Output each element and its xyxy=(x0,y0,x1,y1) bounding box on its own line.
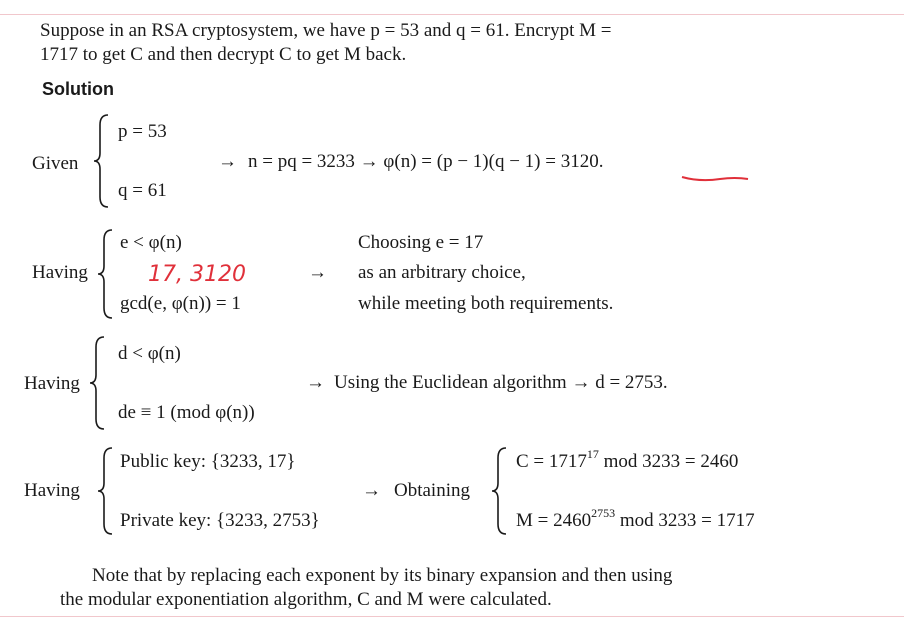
left-brace xyxy=(96,446,114,536)
having-keys-text: Obtaining xyxy=(394,480,470,501)
given-result-value: 3120. xyxy=(560,151,604,172)
cipher-base: C = 1717 xyxy=(516,451,587,472)
public-key: Public key: {3233, 17} xyxy=(120,451,296,472)
having-e-cond-1: e < φ(n) xyxy=(120,232,182,253)
plain-mod: mod 3233 = 1717 xyxy=(615,510,755,531)
solution-heading: Solution xyxy=(42,79,114,99)
given-result-text: n = pq = 3233 → φ(n) = (p − 1)(q − 1) = xyxy=(248,151,561,172)
having-e-arrow: → xyxy=(308,262,327,283)
problem-line-2: 1717 to get C and then decrypt C to get M back. xyxy=(40,44,407,65)
cipher-result xyxy=(516,446,739,473)
having-e-text-1: Choosing e = 17 xyxy=(358,232,484,253)
handwritten-underline xyxy=(680,170,750,188)
plain-result xyxy=(516,505,755,532)
given-cond-p: p = 53 xyxy=(118,121,167,142)
plain-exponent: 2753 xyxy=(591,505,616,520)
having-d-cond-1: d < φ(n) xyxy=(118,343,181,364)
top-rule xyxy=(0,14,904,15)
problem-line-1: Suppose in an RSA cryptosystem, we have p = 53 and q = 61. Encrypt M = xyxy=(40,20,612,41)
private-key: Private key: {3233, 2753} xyxy=(120,510,320,531)
having-e-cond-2: gcd(e, φ(n)) = 1 xyxy=(120,293,241,314)
note-line-1: Note that by replacing each exponent by its binary expansion and then using xyxy=(92,565,673,586)
handwritten-note: 17, 3120 xyxy=(148,262,246,287)
left-brace xyxy=(88,335,106,431)
having-d-text: Using the Euclidean algorithm → d = 2753. xyxy=(334,372,668,393)
having-d-cond-2: de ≡ 1 (mod φ(n)) xyxy=(118,402,255,423)
left-brace xyxy=(96,228,114,320)
row-having-keys-label: Having xyxy=(24,480,80,501)
given-cond-q: q = 61 xyxy=(118,180,167,201)
given-arrow: → xyxy=(218,151,237,172)
note-line-2: the modular exponentiation algorithm, C and M were calculated. xyxy=(60,589,552,610)
plain-base: M = 2460 xyxy=(516,510,592,531)
bottom-rule xyxy=(0,616,904,617)
having-keys-arrow: → xyxy=(362,480,381,501)
having-d-arrow: → xyxy=(306,372,325,393)
given-result xyxy=(248,151,603,173)
left-brace xyxy=(490,446,508,536)
row-having-d-label: Having xyxy=(24,373,80,394)
cipher-mod: mod 3233 = 2460 xyxy=(598,451,739,472)
left-brace xyxy=(92,113,110,209)
row-given-label: Given xyxy=(32,153,79,174)
having-e-text-3: while meeting both requirements. xyxy=(358,293,614,314)
having-e-text-2: as an arbitrary choice, xyxy=(358,262,526,283)
row-having-e-label: Having xyxy=(32,262,88,283)
cipher-exponent: 17 xyxy=(586,446,599,461)
